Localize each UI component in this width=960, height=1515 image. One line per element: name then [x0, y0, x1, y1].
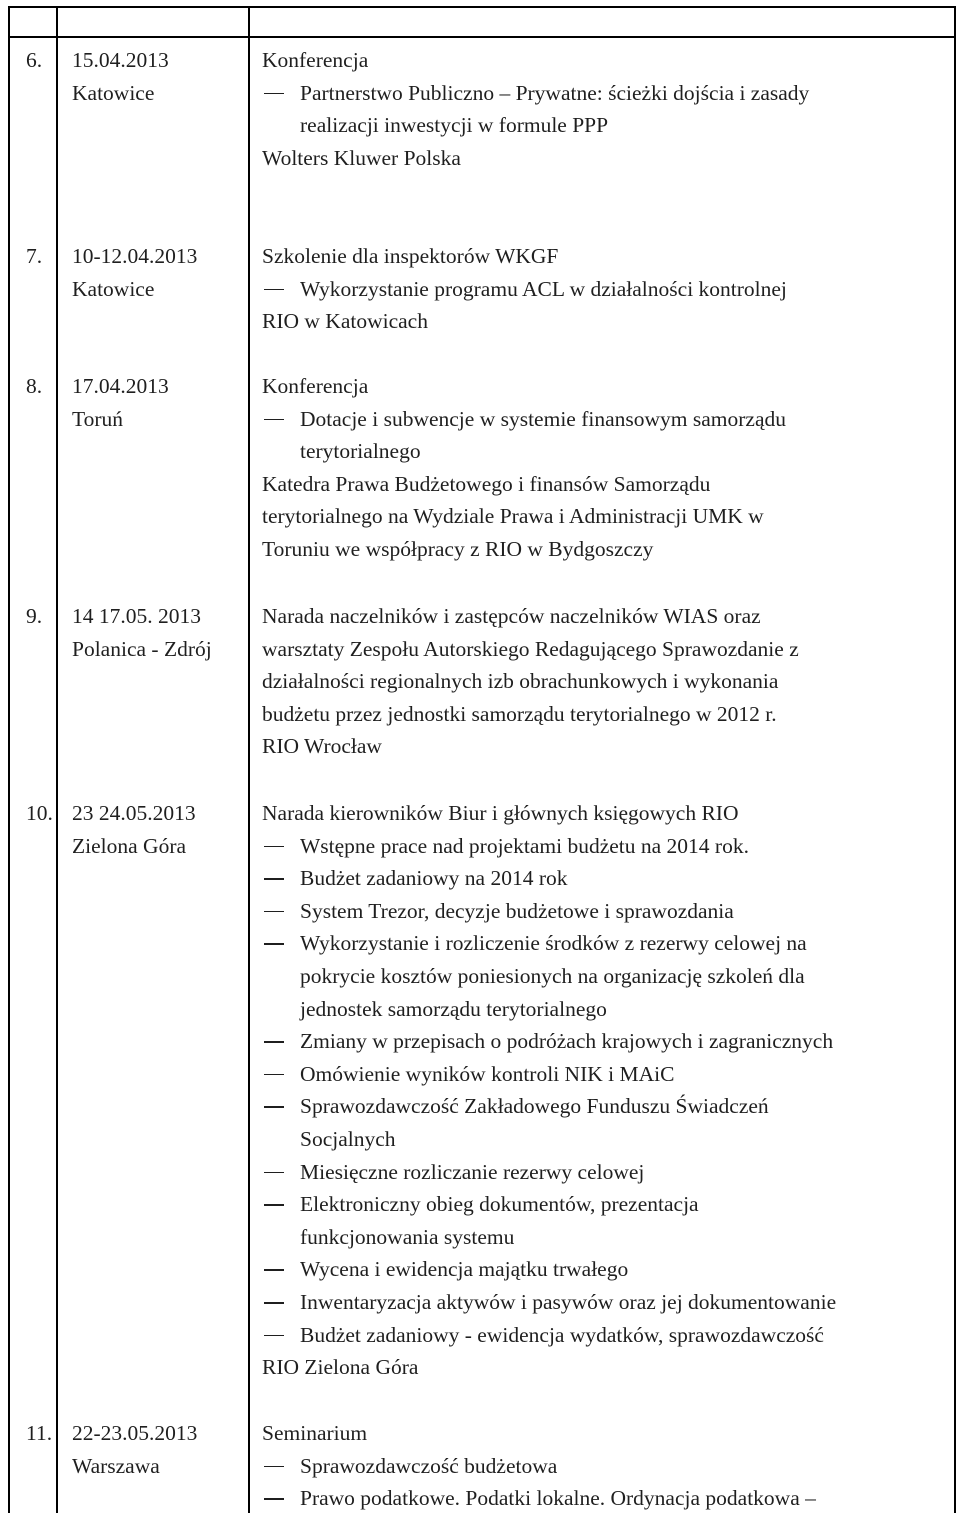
list-item-text: Miesięczne rozliczanie rezerwy celowej — [300, 1159, 645, 1184]
list-item — [262, 1253, 947, 1286]
dash-bullet-icon — [264, 1106, 284, 1108]
list-item — [262, 77, 947, 142]
row-title: Konferencja — [262, 48, 369, 72]
row-number: 6. — [26, 48, 43, 72]
dash-bullet-icon — [264, 1498, 284, 1500]
list-item-text: realizacji inwestycji w formule PPP — [300, 113, 609, 138]
row-footer-text: RIO Zielona Góra — [262, 1355, 419, 1380]
row-date-place — [72, 370, 169, 435]
row-footer-text: RIO Wrocław — [262, 734, 382, 759]
list-item-text: Wykorzystanie programu ACL w działalności kontrolnej — [300, 276, 787, 301]
row-content — [262, 240, 947, 338]
dash-bullet-icon — [264, 289, 284, 291]
list-item-text: funkcjonowania systemu — [300, 1224, 515, 1249]
row-location: Katowice — [72, 276, 155, 301]
row-number: 10. — [26, 801, 53, 825]
events-table — [8, 6, 956, 1513]
dash-bullet-icon — [264, 1172, 284, 1174]
row-date: 22-23.05.2013 — [72, 1421, 198, 1445]
row-title: Szkolenie dla inspektorów WKGF — [262, 244, 559, 268]
list-item — [262, 1058, 947, 1091]
row-location: Warszawa — [72, 1453, 160, 1478]
list-item — [262, 1286, 947, 1319]
row-content — [262, 600, 947, 763]
row-date-place — [72, 44, 169, 109]
row-location: Zielona Góra — [72, 833, 187, 858]
list-item-text: Wycena i ewidencja majątku trwałego — [300, 1257, 629, 1282]
list-item-text: Sprawozdawczość Zakładowego Funduszu Świadczeń — [300, 1094, 769, 1119]
row-location: Toruń — [72, 406, 124, 431]
dash-bullet-icon — [264, 1302, 284, 1304]
dash-bullet-icon — [264, 1204, 284, 1206]
list-item-text: Dotacje i subwencje w systemie finansowym samorządu — [300, 406, 787, 431]
dash-bullet-icon — [264, 1335, 284, 1337]
list-item — [262, 1319, 947, 1352]
list-item — [262, 1188, 947, 1253]
list-item-text: Budżet zadaniowy na 2014 rok — [300, 866, 568, 891]
dash-bullet-icon — [264, 878, 284, 880]
row-number: 11. — [26, 1421, 53, 1445]
column-divider — [248, 8, 250, 1513]
row-footer-text: Katedra Prawa Budżetowego i finansów Samorządu — [262, 471, 711, 496]
row-footer-text: Narada naczelników i zastępców naczelników WIAS oraz — [262, 604, 761, 628]
list-item — [262, 895, 947, 928]
list-item — [262, 1482, 947, 1515]
row-footer-text: działalności regionalnych izb obrachunkowych i wykonania — [262, 669, 779, 694]
list-item — [262, 403, 947, 468]
dash-bullet-icon — [264, 911, 284, 913]
row-date-place — [72, 1417, 197, 1482]
row-date-place — [72, 240, 197, 305]
row-number: 7. — [26, 244, 43, 268]
list-item-text: Prawo podatkowe. Podatki lokalne. Ordynacja podatkowa – — [300, 1486, 816, 1511]
row-date: 14 17.05. 2013 — [72, 604, 201, 628]
row-content — [262, 370, 947, 566]
list-item-text: Inwentaryzacja aktywów i pasywów oraz jej dokumentowanie — [300, 1289, 837, 1314]
row-footer-text: RIO w Katowicach — [262, 309, 428, 334]
row-number: 9. — [26, 604, 43, 628]
dash-bullet-icon — [264, 1074, 284, 1076]
dash-bullet-icon — [264, 1269, 284, 1271]
row-divider — [10, 36, 954, 38]
row-number: 8. — [26, 374, 43, 398]
column-divider — [56, 8, 58, 1513]
list-item-text: Wstępne prace nad projektami budżetu na 2014 rok. — [300, 833, 749, 858]
row-content — [262, 1417, 947, 1515]
list-item — [262, 1025, 947, 1058]
list-item-text: terytorialnego — [300, 439, 421, 464]
dash-bullet-icon — [264, 943, 284, 945]
list-item — [262, 862, 947, 895]
list-item-text: Wykorzystanie i rozliczenie środków z rezerwy celowej na — [300, 931, 807, 956]
list-item-text: System Trezor, decyzje budżetowe i sprawozdania — [300, 898, 734, 923]
list-item-text: pokrycie kosztów poniesionych na organizację szkoleń dla — [300, 963, 805, 988]
row-location: Katowice — [72, 80, 155, 105]
list-item — [262, 927, 947, 1025]
list-item-text: Omówienie wyników kontroli NIK i MAiC — [300, 1061, 675, 1086]
list-item-text: Budżet zadaniowy - ewidencja wydatków, sprawozdawczość — [300, 1322, 824, 1347]
list-item — [262, 1090, 947, 1155]
list-item — [262, 273, 947, 306]
row-footer-text: budżetu przez jednostki samorządu terytorialnego w 2012 r. — [262, 701, 777, 726]
list-item-text: jednostek samorządu terytorialnego — [300, 996, 607, 1021]
dash-bullet-icon — [264, 846, 284, 848]
row-date: 17.04.2013 — [72, 374, 169, 398]
dash-bullet-icon — [264, 1466, 284, 1468]
list-item — [262, 830, 947, 863]
row-location: Polanica - Zdrój — [72, 636, 212, 661]
dash-bullet-icon — [264, 1041, 284, 1043]
list-item — [262, 1450, 947, 1483]
dash-bullet-icon — [264, 93, 284, 95]
list-item-text: Zmiany w przepisach o podróżach krajowych i zagranicznych — [300, 1029, 834, 1054]
row-content — [262, 797, 947, 1384]
row-content — [262, 44, 947, 174]
dash-bullet-icon — [264, 419, 284, 421]
list-item-text: Elektroniczny obieg dokumentów, prezentacja — [300, 1192, 699, 1217]
row-footer-text: Wolters Kluwer Polska — [262, 145, 461, 170]
row-date-place — [72, 797, 196, 862]
row-date-place — [72, 600, 212, 665]
list-item — [262, 1156, 947, 1189]
row-title: Seminarium — [262, 1421, 368, 1445]
row-title: Narada kierowników Biur i głównych księgowych RIO — [262, 801, 739, 825]
row-footer-text: warsztaty Zespołu Autorskiego Redagującego Sprawozdanie z — [262, 636, 799, 661]
row-date: 15.04.2013 — [72, 48, 169, 72]
list-item-text: Sprawozdawczość budżetowa — [300, 1453, 558, 1478]
row-date: 23 24.05.2013 — [72, 801, 196, 825]
row-footer-text: terytorialnego na Wydziale Prawa i Administracji UMK w — [262, 504, 764, 529]
row-footer-text: Toruniu we współpracy z RIO w Bydgoszczy — [262, 536, 654, 561]
list-item-text: Socjalnych — [300, 1126, 396, 1151]
row-title: Konferencja — [262, 374, 369, 398]
list-item-text: Partnerstwo Publiczno – Prywatne: ścieżki dojścia i zasady — [300, 80, 810, 105]
row-date: 10-12.04.2013 — [72, 244, 198, 268]
